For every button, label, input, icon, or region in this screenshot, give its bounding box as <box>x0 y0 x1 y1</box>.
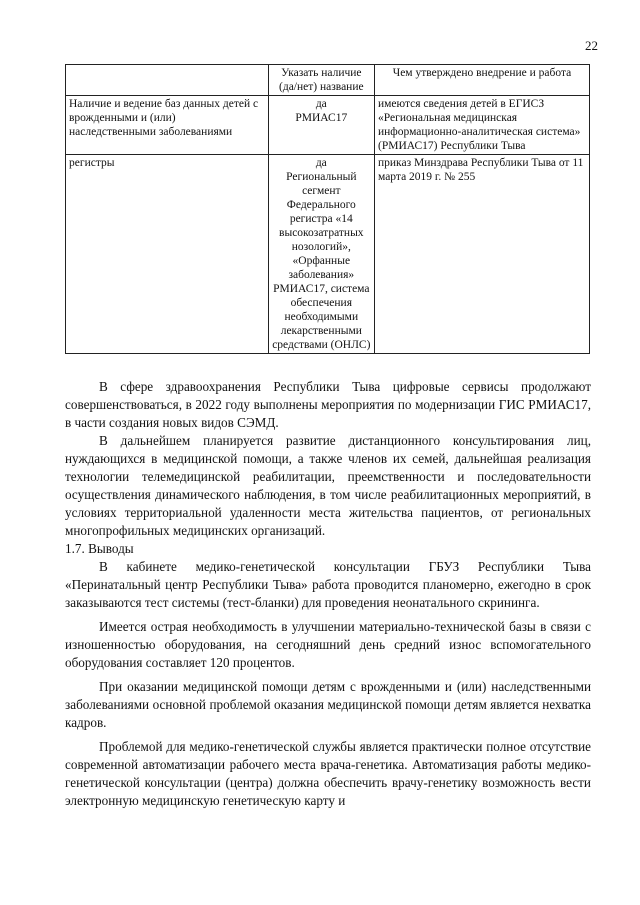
presence-line: да <box>315 98 327 110</box>
page-number: 22 <box>585 38 598 53</box>
table-cell-presence <box>268 96 374 155</box>
table-cell-name: Наличие и ведение баз данных детей с врожденными и (или) наследственными заболеваниями <box>66 96 269 155</box>
info-table <box>65 64 590 354</box>
paragraph: В дальнейшем планируется развитие дистанционного консультирования лиц, нуждающихся в медицинской помощи, а также членов их семей, дальнейшая реализация технологии телемедицинской реабилитации, преемственности и последовательности осуществления динамического наблюдения, в том числе реабилитационных мероприятий, в условиях территориальной удаленности места жительства пациентов, от региональных многопрофильных медицинских организаций. <box>65 433 591 538</box>
paragraph: При оказании медицинской помощи детям с врожденными и (или) наследственными заболеваниями основной проблемой оказания медицинской помощи детям является нехватка кадров. <box>65 679 591 730</box>
presence-line: РМИАС17 <box>295 112 348 124</box>
table-cell-name: регистры <box>66 155 269 354</box>
presence-line: Региональный сегмент Федерального регистра «14 высокозатратных нозологий», «Орфанные заболевания» РМИАС17, система обеспечения необходимыми лекарственными средствами (ОНЛС) <box>272 171 371 351</box>
table-header-cell <box>66 65 269 96</box>
body-text <box>65 378 591 810</box>
table-cell-approval: приказ Минздрава Республики Тыва от 11 марта 2019 г. № 255 <box>375 155 590 354</box>
table-row <box>66 155 590 354</box>
table-cell-presence <box>268 155 374 354</box>
table-header-row <box>66 65 590 96</box>
table-header-cell: Указать наличие (да/нет) название <box>268 65 374 96</box>
table-header-cell: Чем утверждено внедрение и работа <box>375 65 590 96</box>
table-cell-approval: имеются сведения детей в ЕГИСЗ «Региональная медицинская информационно-аналитическая система» (РМИАС17) Республики Тыва <box>375 96 590 155</box>
table-row <box>66 96 590 155</box>
paragraph: Проблемой для медико-генетической службы является практически полное отсутствие современной автоматизации рабочего места врача-генетика. Автоматизация работы медико-генетической консультации (центра) должна обеспечить врачу-генетику возможность вести электронную медицинскую генетическую карту и <box>65 739 591 808</box>
paragraph: В сфере здравоохранения Республики Тыва цифровые сервисы продолжают совершенствоваться, в 2022 году выполнены мероприятия по модернизации ГИС РМИАС17, в части создания новых видов СЭМД. <box>65 379 591 430</box>
paragraph: Имеется острая необходимость в улучшении материально-технической базы в связи с изношенностью оборудования, на сегодняшний день средний износ вспомогательного оборудования составляет 120 процентов. <box>65 619 591 670</box>
paragraph: В кабинете медико-генетической консультации ГБУЗ Республики Тыва «Перинатальный центр Республики Тыва» работа проводится планомерно, ежегодно в срок заказываются тест системы (тест-бланки) для проведения неонатального скрининга. <box>65 559 591 610</box>
presence-line: да <box>315 157 327 169</box>
section-heading: 1.7. Выводы <box>65 541 134 556</box>
